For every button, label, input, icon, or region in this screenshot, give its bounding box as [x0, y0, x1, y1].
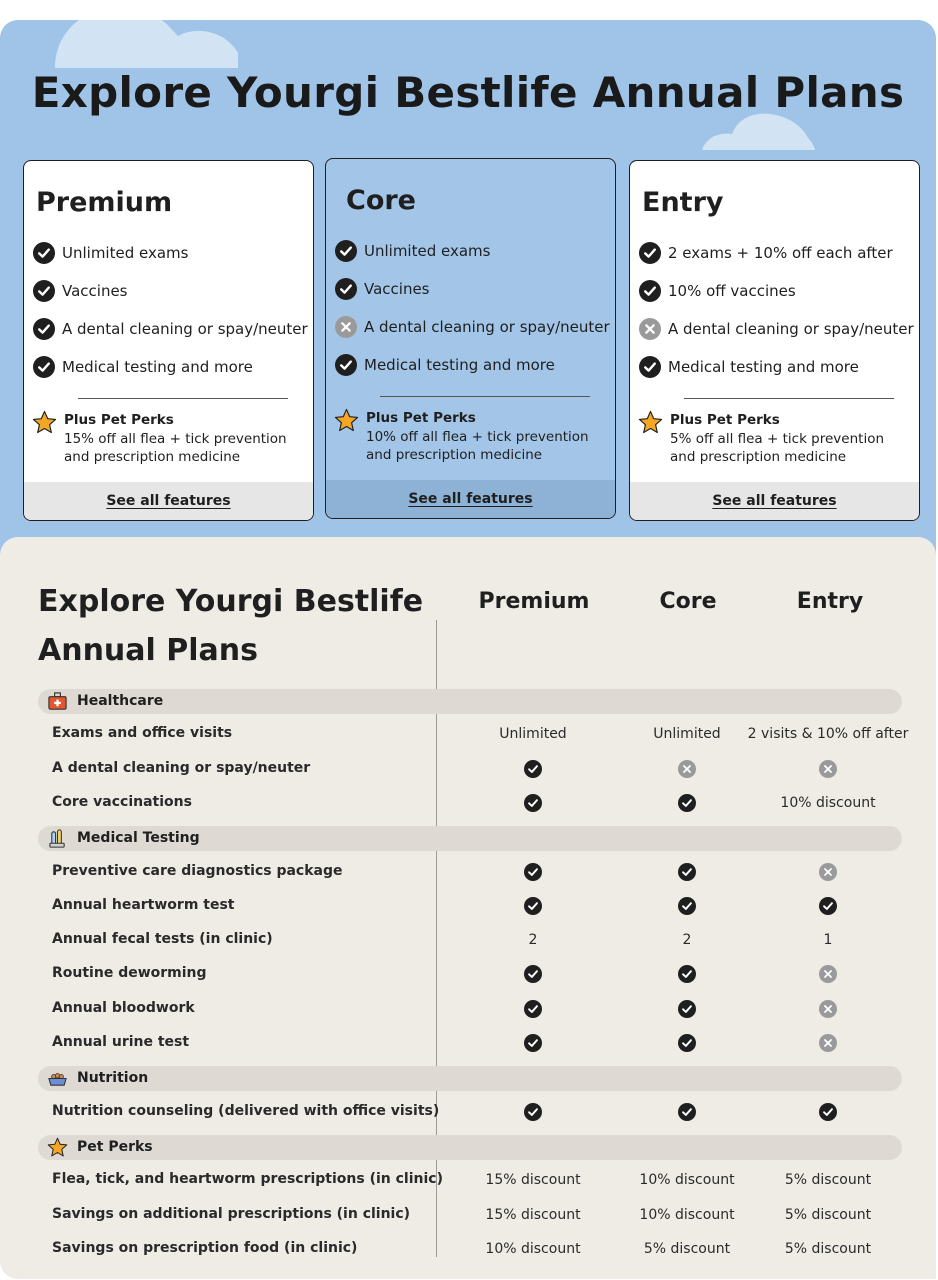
see-all-features-link[interactable]: See all features	[630, 482, 919, 520]
check-icon	[335, 240, 357, 262]
check-icon	[678, 1000, 696, 1018]
cell-value: 10% discount	[780, 794, 876, 811]
x-icon	[639, 318, 661, 340]
column-header-premium: Premium	[478, 589, 590, 614]
cell-value: 10% discount	[485, 1240, 581, 1257]
check-icon	[678, 965, 696, 983]
plan-feature-label: 10% off vaccines	[668, 282, 796, 300]
table-cell	[448, 1205, 618, 1225]
cell-value: 15% discount	[485, 1172, 581, 1189]
check-icon	[33, 356, 55, 378]
plan-feature	[33, 317, 308, 341]
check-icon	[639, 280, 661, 302]
row-label: Preventive care diagnostics package	[52, 862, 343, 879]
divider	[380, 396, 590, 397]
table-cell	[448, 896, 618, 916]
table-cell	[743, 793, 913, 813]
cell-value: 10% discount	[639, 1172, 735, 1189]
table-cell	[743, 724, 913, 744]
plan-name: Premium	[36, 187, 173, 218]
row-label: Savings on prescription food (in clinic)	[52, 1239, 358, 1256]
cloud-icon	[50, 20, 240, 68]
check-icon	[678, 1103, 696, 1121]
plan-feature-label: Vaccines	[364, 280, 430, 298]
plan-feature	[335, 239, 490, 263]
plan-comparison-table	[0, 537, 936, 1279]
divider	[684, 398, 894, 399]
x-icon	[678, 760, 696, 778]
plan-name: Entry	[642, 187, 724, 218]
perk-description: 5% off all flea + tick prevention	[670, 431, 885, 447]
row-label: Flea, tick, and heartworm prescriptions (in clinic)	[52, 1171, 443, 1188]
cell-value: 1	[823, 932, 833, 949]
table-title-line: Annual Plans	[38, 633, 258, 668]
perk-description: and prescription medicine	[64, 449, 241, 465]
cell-value: 5% discount	[784, 1240, 872, 1257]
plan-feature-label: 2 exams + 10% off each after	[668, 244, 893, 262]
cell-value: 5% discount	[784, 1172, 872, 1189]
check-icon	[335, 354, 357, 376]
check-icon	[524, 965, 542, 983]
see-all-features-link[interactable]: See all features	[326, 480, 615, 518]
column-header-core: Core	[659, 589, 717, 614]
row-label: Routine deworming	[52, 965, 207, 982]
plan-feature-label: Vaccines	[62, 282, 128, 300]
check-icon	[33, 318, 55, 340]
row-label: Core vaccinations	[52, 793, 192, 810]
cell-value: 2	[528, 932, 538, 949]
x-icon	[819, 1000, 837, 1018]
cell-value: 5% discount	[643, 1240, 731, 1257]
plan-feature-label: Medical testing and more	[62, 358, 253, 376]
plan-feature	[33, 241, 188, 265]
x-icon	[819, 760, 837, 778]
check-icon	[678, 897, 696, 915]
section-label: Medical Testing	[77, 830, 200, 847]
table-title	[38, 577, 423, 675]
check-icon	[819, 897, 837, 915]
plan-feature	[639, 355, 859, 379]
section-header	[38, 826, 902, 851]
plan-feature-label: Unlimited exams	[62, 244, 189, 262]
table-cell	[448, 1239, 618, 1259]
plan-feature-label: Unlimited exams	[364, 242, 491, 260]
table-title-line: Explore Yourgi Bestlife	[38, 584, 424, 619]
check-icon	[524, 1034, 542, 1052]
table-cell	[743, 1033, 913, 1053]
plan-feature-label: A dental cleaning or spay/neuter	[364, 318, 610, 336]
table-cell	[448, 759, 618, 779]
table-cell	[743, 1205, 913, 1225]
perk-description: 10% off all flea + tick prevention	[366, 429, 589, 445]
perk-description: and prescription medicine	[366, 447, 543, 463]
plan-feature	[335, 315, 610, 339]
table-cell	[448, 793, 618, 813]
section-label: Pet Perks	[77, 1138, 153, 1155]
star-icon	[334, 408, 359, 433]
table-cell	[743, 759, 913, 779]
check-icon	[335, 278, 357, 300]
plan-feature	[335, 277, 430, 301]
star-icon	[32, 410, 57, 435]
table-cell	[448, 999, 618, 1019]
row-label: Annual bloodwork	[52, 999, 195, 1016]
plan-name: Core	[346, 185, 416, 216]
table-cell	[448, 964, 618, 984]
row-label: Savings on additional prescriptions (in clinic)	[52, 1205, 411, 1222]
star-icon	[638, 410, 663, 435]
check-icon	[335, 278, 357, 300]
table-cell	[448, 724, 618, 744]
check-icon	[524, 760, 542, 778]
row-label: Annual urine test	[52, 1034, 190, 1050]
table-cell	[448, 862, 618, 882]
table-cell	[448, 1170, 618, 1190]
row-label: Annual heartworm test	[52, 896, 235, 913]
page-title: Explore Yourgi Bestlife Annual Plans	[31, 68, 905, 117]
plan-feature	[639, 279, 796, 303]
check-icon	[33, 356, 55, 378]
perk-description: and prescription medicine	[670, 449, 847, 465]
section-label: Healthcare	[77, 693, 164, 709]
check-icon	[678, 1034, 696, 1052]
check-icon	[524, 897, 542, 915]
check-icon	[33, 242, 55, 264]
table-cell	[743, 930, 913, 950]
table-cell	[743, 1170, 913, 1190]
row-label: Exams and office visits	[52, 725, 233, 742]
table-cell	[743, 964, 913, 984]
table-cell	[743, 999, 913, 1019]
cell-value: 2	[682, 932, 692, 949]
x-icon	[819, 1034, 837, 1052]
plan-feature-label: Medical testing and more	[668, 358, 859, 376]
table-cell	[743, 862, 913, 882]
section-header	[38, 689, 902, 714]
star-icon	[47, 1137, 68, 1158]
plan-feature	[33, 279, 128, 303]
x-icon	[639, 318, 661, 340]
x-icon	[819, 965, 837, 983]
cell-value: 15% discount	[485, 1206, 581, 1223]
plan-feature	[33, 355, 253, 379]
check-icon	[524, 1103, 542, 1121]
cell-value: 5% discount	[784, 1206, 872, 1223]
check-icon	[524, 1000, 542, 1018]
cell-value: Unlimited	[499, 726, 567, 743]
check-icon	[33, 280, 55, 302]
plan-feature-label: Medical testing and more	[364, 356, 555, 374]
check-icon	[639, 280, 661, 302]
check-icon	[639, 356, 661, 378]
cloud-icon	[702, 112, 817, 150]
check-icon	[524, 863, 542, 881]
section-header	[38, 1066, 902, 1091]
check-icon	[335, 240, 357, 262]
check-icon	[639, 356, 661, 378]
check-icon	[33, 242, 55, 264]
plan-feature-label: A dental cleaning or spay/neuter	[62, 320, 308, 338]
table-cell	[743, 1102, 913, 1122]
table-cell	[743, 1239, 913, 1259]
check-icon	[335, 354, 357, 376]
check-icon	[639, 242, 661, 264]
table-cell	[743, 896, 913, 916]
cell-value: Unlimited	[653, 726, 721, 743]
plan-feature-label: A dental cleaning or spay/neuter	[668, 320, 914, 338]
row-label: Nutrition counseling (delivered with office visits)	[52, 1102, 440, 1119]
plan-feature	[639, 317, 914, 341]
check-icon	[678, 794, 696, 812]
section-header	[38, 1135, 902, 1160]
plans-hero	[0, 20, 936, 560]
column-header-entry: Entry	[796, 589, 864, 614]
see-all-features-link[interactable]: See all features	[24, 482, 313, 520]
perk-title: Plus Pet Perks	[366, 410, 476, 426]
table-cell	[448, 930, 618, 950]
check-icon	[524, 794, 542, 812]
plan-card-core	[325, 158, 616, 519]
column-divider	[436, 620, 437, 1257]
plan-card-entry	[629, 160, 920, 521]
x-icon	[335, 316, 357, 338]
perk-title: Plus Pet Perks	[670, 412, 780, 428]
test-tube-icon	[47, 828, 68, 849]
x-icon	[819, 863, 837, 881]
pet-food-bowl-icon	[47, 1068, 68, 1089]
check-icon	[33, 280, 55, 302]
cell-value: 10% discount	[639, 1206, 735, 1223]
check-icon	[33, 318, 55, 340]
check-icon	[678, 863, 696, 881]
check-icon	[639, 242, 661, 264]
perk-description: 15% off all flea + tick prevention	[64, 431, 287, 447]
row-label: A dental cleaning or spay/neuter	[52, 759, 311, 776]
plan-feature	[639, 241, 893, 265]
x-icon	[335, 316, 357, 338]
row-label: Annual fecal tests (in clinic)	[52, 931, 273, 948]
first-aid-kit-icon	[47, 691, 68, 712]
plan-card-premium	[23, 160, 314, 521]
perk-title: Plus Pet Perks	[64, 412, 174, 428]
divider	[78, 398, 288, 399]
plan-feature	[335, 353, 555, 377]
check-icon	[819, 1103, 837, 1121]
section-label: Nutrition	[77, 1070, 149, 1087]
table-cell	[448, 1033, 618, 1053]
cell-value: 2 visits & 10% off after	[747, 726, 909, 743]
table-cell	[448, 1102, 618, 1122]
